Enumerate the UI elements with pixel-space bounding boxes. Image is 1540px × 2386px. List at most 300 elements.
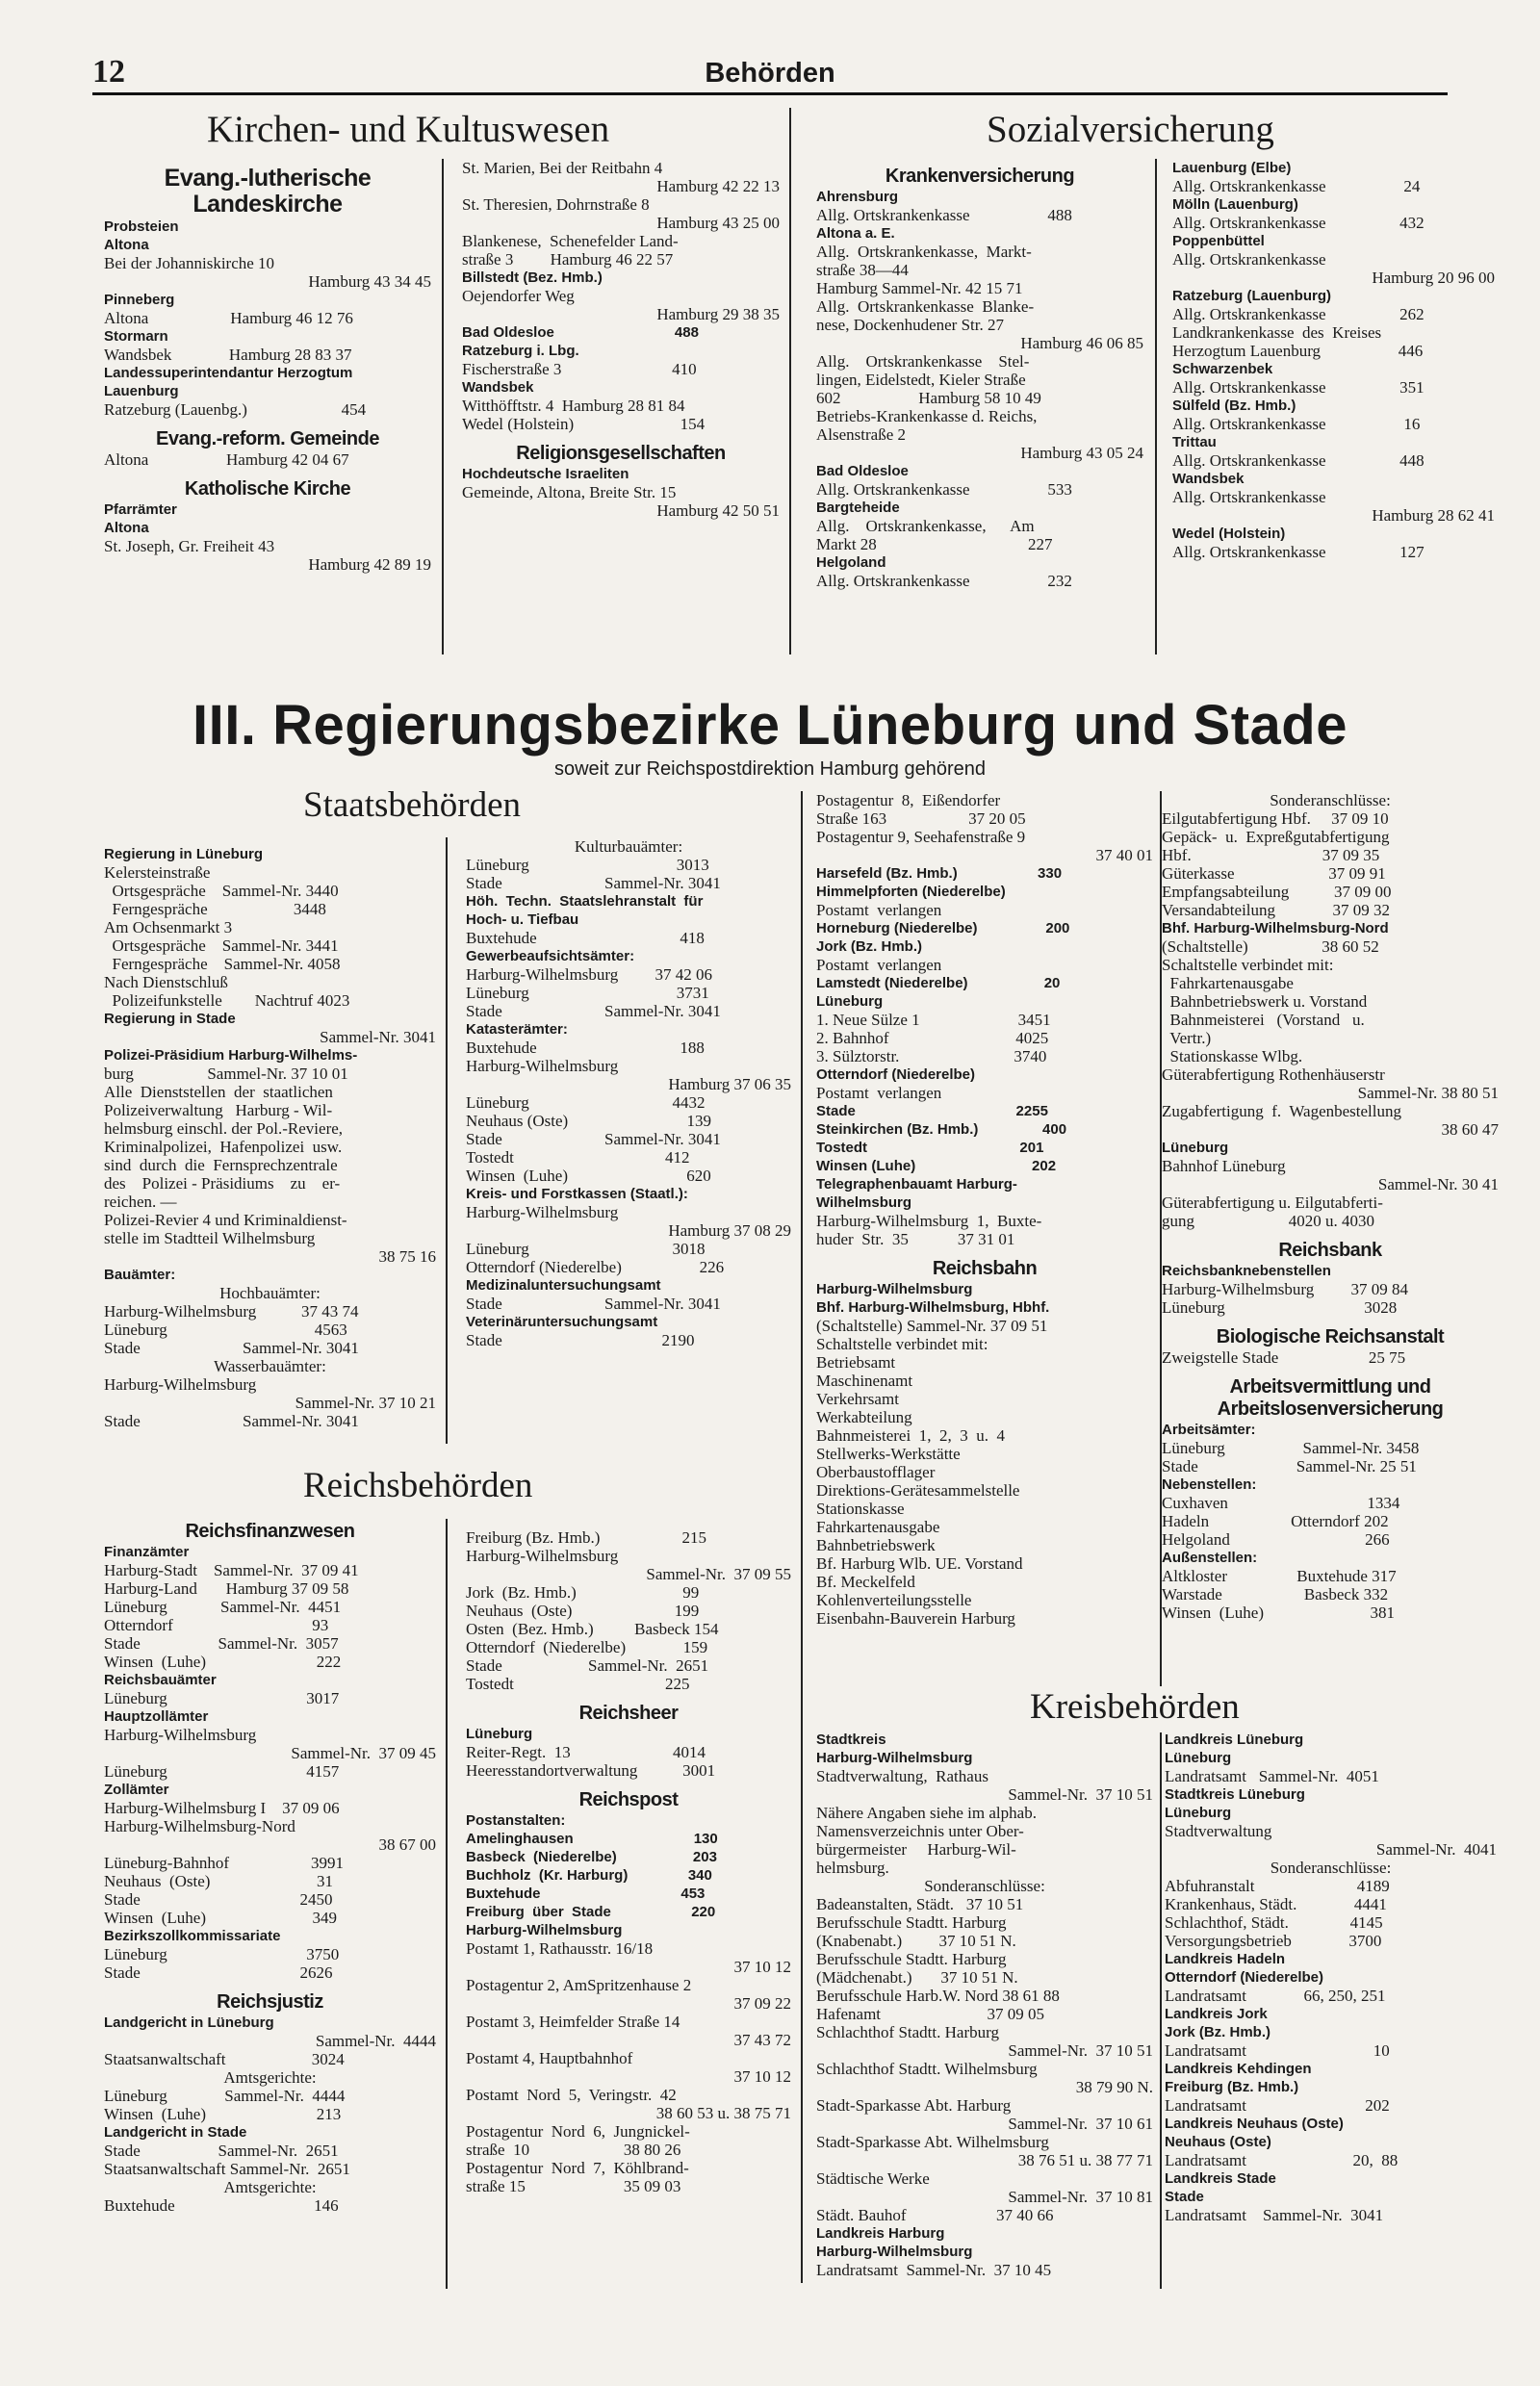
entry-line: nese, Dockenhudener Str. 27 <box>816 316 1004 334</box>
entry-line: Lüneburg Sammel-Nr. 4444 <box>104 2087 346 2105</box>
entry-line: Harburg-Wilhelmsburg I 37 09 06 <box>104 1799 340 1817</box>
entry-line: Stadtkreis Lüneburg <box>1165 1786 1305 1803</box>
entry-line: Hochdeutsche Israeliten <box>462 466 629 482</box>
entry-line: Allg. Ortskrankenkasse <box>1172 250 1326 269</box>
entry-line: Basbeck (Niederelbe) 203 <box>466 1849 717 1865</box>
entry-line: Altona Hamburg 42 04 67 <box>104 450 349 469</box>
entry-line: Bhf. Harburg-Wilhelmsburg-Nord <box>1162 920 1389 936</box>
column-mid-1 <box>816 791 1153 1686</box>
entry-line: (Mädchenabt.) 37 10 51 N. <box>816 1968 1018 1987</box>
entry-line: Bauämter: <box>104 1267 176 1283</box>
entry-line: Harburg-Wilhelmsburg 37 09 84 <box>1162 1280 1409 1298</box>
entry-line: Hamburg 29 38 35 <box>656 305 780 323</box>
section-heading: Religionsgesellschaften <box>516 443 726 464</box>
entry-line: Cuxhaven 1334 <box>1162 1494 1400 1512</box>
entry-line: Polizeifunkstelle Nachtruf 4023 <box>104 991 350 1010</box>
entry-line: Empfangsabteilung 37 09 00 <box>1162 883 1392 901</box>
entry-line: Versorgungsbetrieb 3700 <box>1165 1932 1382 1950</box>
entry-line: Sammel-Nr. 4041 <box>1375 1840 1497 1859</box>
entry-line: Fischerstraße 3 410 <box>462 360 697 378</box>
entry-line: Stade 2255 <box>816 1103 1048 1119</box>
entry-line: bürgermeister Harburg-Wil- <box>816 1840 1016 1859</box>
entry-line: Bf. Harburg Wlb. UE. Vorstand <box>816 1554 1023 1573</box>
entry-line: Hamburg 37 08 29 <box>668 1221 791 1240</box>
entry-line: Trittau <box>1172 434 1217 450</box>
entry-line <box>1162 1230 1499 1240</box>
entry-line: Städtische Werke <box>816 2169 930 2188</box>
entry-line: Zugabfertigung f. Wagenbestellung <box>1162 1102 1401 1120</box>
section-heading: Reichsheer <box>578 1703 679 1724</box>
entry-line: Regierung in Stade <box>104 1011 236 1027</box>
entry-line: Harburg-Wilhelmsburg <box>816 2244 973 2260</box>
entry-line: Güterabfertigung u. Eilgutabferti- <box>1162 1193 1383 1212</box>
entry-line: Sammel-Nr. 37 09 45 <box>291 1744 436 1762</box>
entry-line: des Polizei - Präsidiums zu er- <box>104 1174 341 1193</box>
entry-line: 602 Hamburg 58 10 49 <box>816 389 1041 407</box>
entry-line: Sammel-Nr. 30 41 <box>1377 1175 1499 1193</box>
entry-line: Allg. Ortskrankenkasse 432 <box>1172 214 1424 232</box>
entry-line: Landratsamt Sammel-Nr. 3041 <box>1165 2206 1384 2224</box>
entry-line: Hafenamt 37 09 05 <box>816 2005 1045 2023</box>
entry-line: Hamburg 46 06 85 <box>1020 334 1143 352</box>
entry-line: 37 10 12 <box>733 2067 791 2086</box>
entry-line: Blankenese, Schenefelder Land- <box>462 232 679 250</box>
entry-line: 38 75 16 <box>378 1247 436 1266</box>
entry-line: Lauenburg (Elbe) <box>1172 160 1292 176</box>
entry-line: Stationskasse <box>816 1500 905 1518</box>
column-kreis-2 <box>1165 1731 1497 2289</box>
entry-line: Postagentur 2, AmSpritzenhause 2 <box>466 1976 692 1994</box>
entry-line: Postagentur Nord 7, Köhlbrand- <box>466 2159 689 2177</box>
entry-line: Lüneburg 4432 <box>466 1093 706 1112</box>
entry-line: Altona a. E. <box>816 225 895 242</box>
entry-line: Hamburg Sammel-Nr. 42 15 71 <box>816 279 1023 297</box>
entry-line: Lüneburg 3017 <box>104 1689 340 1707</box>
entry-line: Allg. Ortskrankenkasse 448 <box>1172 451 1424 470</box>
entry-line: gung 4020 u. 4030 <box>1162 1212 1374 1230</box>
heading-reich: Reichsbehörden <box>303 1466 533 1505</box>
entry-line: Bahnbetriebswerk <box>816 1536 936 1554</box>
entry-line: Hochbauämter: <box>219 1284 321 1302</box>
entry-line: Pinneberg <box>104 292 175 308</box>
entry-line: Kohlenverteilungsstelle <box>816 1591 972 1609</box>
entry-line: Neuhaus (Oste) <box>1165 2134 1271 2150</box>
entry-line: Reichsbauämter <box>104 1672 217 1688</box>
entry-line: Stade 2450 <box>104 1890 333 1909</box>
entry-line: Allg. Ortskrankenkasse 488 <box>816 206 1072 224</box>
entry-line: Ortsgespräche Sammel-Nr. 3441 <box>104 936 339 955</box>
entry-line: Witthöfftstr. 4 Hamburg 28 81 84 <box>462 397 685 415</box>
column-rule <box>1160 1732 1162 2289</box>
entry-line: Güterkasse 37 09 91 <box>1162 864 1386 883</box>
entry-line: 38 76 51 u. 38 77 71 <box>1017 2151 1153 2169</box>
entry-line: Stade Sammel-Nr. 3041 <box>466 874 721 892</box>
entry-line: Ortsgespräche Sammel-Nr. 3440 <box>104 882 339 900</box>
entry-line: Altona <box>104 520 149 536</box>
entry-line: straße 3 Hamburg 46 22 57 <box>462 250 674 269</box>
entry-line: Postagentur 9, Seehafenstraße 9 <box>816 828 1026 846</box>
entry-line: Helgoland 266 <box>1162 1530 1390 1549</box>
entry-line: Poppenbüttel <box>1172 233 1265 249</box>
entry-line: Steinkirchen (Bz. Hmb.) 400 <box>816 1121 1067 1138</box>
entry-line: Harburg-Wilhelmsburg 1, Buxte- <box>816 1212 1042 1230</box>
entry-line: Betriebsamt <box>816 1353 896 1372</box>
column-reich-2 <box>466 1528 791 2289</box>
entry-line: Amelinghausen 130 <box>466 1831 718 1847</box>
entry-line: St. Joseph, Gr. Freiheit 43 <box>104 537 275 555</box>
entry-line: Sonderanschlüsse: <box>1270 791 1391 809</box>
entry-line: Lüneburg <box>816 993 884 1010</box>
entry-line: reichen. — <box>104 1193 177 1211</box>
column-rule <box>1155 159 1157 654</box>
entry-line: 37 10 12 <box>733 1958 791 1976</box>
entry-line: Harburg-Wilhelmsburg 37 42 06 <box>466 965 713 984</box>
entry-line: Probsteien <box>104 218 179 235</box>
section-heading: Arbeitslosenversicherung <box>1217 1398 1444 1420</box>
entry-line: 1. Neue Sülze 1 3451 <box>816 1011 1051 1029</box>
entry-line: Tostedt 201 <box>816 1140 1044 1156</box>
entry-line: Winsen (Luhe) 222 <box>104 1653 342 1671</box>
entry-line: Hamburg 43 05 24 <box>1020 444 1143 462</box>
entry-line: Markt 28 227 <box>816 535 1053 553</box>
entry-line: Landkreis Lüneburg <box>1165 1732 1304 1748</box>
entry-line: Buxtehude 146 <box>104 2196 339 2215</box>
entry-line: Landkreis Kehdingen <box>1165 2061 1312 2077</box>
entry-line: Stade Sammel-Nr. 3041 <box>466 1002 721 1020</box>
column-sozial-1 <box>816 166 1143 656</box>
entry-line: Allg. Ortskrankenkasse, Am <box>816 517 1035 535</box>
entry-line: Lüneburg 4563 <box>104 1321 347 1339</box>
heading-sozial: Sozialversicherung <box>987 109 1274 150</box>
entry-line: Altona <box>104 237 149 253</box>
entry-line: Heeresstandortverwaltung 3001 <box>466 1761 716 1780</box>
section-heading: Reichsbahn <box>932 1258 1038 1279</box>
entry-line: helmsburg einschl. der Pol.-Reviere, <box>104 1119 344 1138</box>
entry-line: Hamburg 43 25 00 <box>656 214 780 232</box>
entry-line: Landratsamt Sammel-Nr. 37 10 45 <box>816 2261 1052 2279</box>
entry-line: Ratzeburg (Lauenburg) <box>1172 288 1331 304</box>
entry-line: Wilhelmsburg <box>816 1194 912 1211</box>
entry-line: Otterndorf (Niederelbe) <box>1165 1969 1324 1986</box>
entry-line: Postamt 1, Rathausstr. 16/18 <box>466 1939 654 1958</box>
entry-line: Schaltstelle verbindet mit: <box>816 1335 988 1353</box>
entry-line: Stade Sammel-Nr. 25 51 <box>1162 1457 1417 1475</box>
entry-line: Medizinaluntersuchungsamt <box>466 1277 661 1294</box>
column-staat-2 <box>466 837 791 1444</box>
entry-line: Stadt-Sparkasse Abt. Wilhelmsburg <box>816 2133 1049 2151</box>
entry-line: (Knabenabt.) 37 10 51 N. <box>816 1932 1016 1950</box>
entry-line: Hamburg 37 06 35 <box>668 1075 791 1093</box>
entry-line: Staatsanwaltschaft 3024 <box>104 2050 345 2068</box>
entry-line: Bei der Johanniskirche 10 <box>104 254 275 272</box>
entry-line: Bad Oldesloe 488 <box>462 324 699 341</box>
entry-line: Stade Sammel-Nr. 3057 <box>104 1634 339 1653</box>
entry-line: Postamt verlangen <box>816 956 942 974</box>
entry-line: Hadeln Otterndorf 202 <box>1162 1512 1389 1530</box>
entry-line: Eilgutabfertigung Hbf. 37 09 10 <box>1162 809 1389 828</box>
entry-line: Hamburg 42 22 13 <box>656 177 780 195</box>
entry-line: Schlachthof Stadtt. Wilhelmsburg <box>816 2060 1038 2078</box>
column-kirchen-1 <box>104 166 431 656</box>
entry-line: straße 10 38 80 26 <box>466 2141 681 2159</box>
entry-line: Sammel-Nr. 4444 <box>315 2032 436 2050</box>
entry-line: Winsen (Luhe) 202 <box>816 1158 1057 1174</box>
entry-line: Freiburg (Bz. Hmb.) <box>1165 2079 1299 2095</box>
entry-line: Stationskasse Wlbg. <box>1162 1047 1303 1065</box>
entry-line: Sammel-Nr. 37 10 21 <box>295 1394 436 1412</box>
entry-line: Allg. Ortskrankenkasse Stel- <box>816 352 1030 371</box>
entry-line: Harburg-Stadt Sammel-Nr. 37 09 41 <box>104 1561 359 1579</box>
entry-line: Oejendorfer Weg <box>462 287 575 305</box>
entry-line: Otterndorf (Niederelbe) 159 <box>466 1638 708 1656</box>
entry-line: Versandabteilung 37 09 32 <box>1162 901 1391 919</box>
entry-line <box>466 1693 791 1703</box>
entry-line: Landkreis Neuhaus (Oste) <box>1165 2116 1344 2132</box>
section-heading: Krankenversicherung <box>885 166 1075 187</box>
entry-line: Stade <box>1165 2189 1204 2205</box>
entry-line: 38 67 00 <box>378 1835 436 1854</box>
entry-line: Ferngespräche 3448 <box>104 900 326 918</box>
page-number: 12 <box>92 54 125 90</box>
entry-line: Veterinäruntersuchungsamt <box>466 1314 658 1330</box>
entry-line: Bahnmeisterei 1, 2, 3 u. 4 <box>816 1426 1005 1445</box>
entry-line: Landkreis Jork <box>1165 2006 1268 2022</box>
entry-line: Außenstellen: <box>1162 1550 1258 1566</box>
entry-line: 38 60 47 <box>1441 1120 1499 1139</box>
entry-line: Neuhaus (Oste) 199 <box>466 1602 700 1620</box>
entry-line: Gewerbeaufsichtsämter: <box>466 948 635 964</box>
entry-line: Allg. Ortskrankenkasse 351 <box>1172 378 1424 397</box>
entry-line: Sammel-Nr. 37 10 51 <box>1008 1785 1153 1804</box>
entry-line: Lüneburg <box>1162 1140 1229 1156</box>
entry-line: Bad Oldesloe <box>816 463 909 479</box>
entry-line: Berufsschule Harb.W. Nord 38 61 88 <box>816 1987 1060 2005</box>
entry-line: Reichsbanknebenstellen <box>1162 1263 1331 1279</box>
entry-line: Hamburg 28 62 41 <box>1372 506 1495 525</box>
entry-line: Winsen (Luhe) 213 <box>104 2105 342 2123</box>
entry-line: Tostedt 225 <box>466 1675 690 1693</box>
entry-line: 3. Sülztorstr. 3740 <box>816 1047 1047 1065</box>
column-rule <box>801 791 803 2283</box>
entry-line: Allg. Ortskrankenkasse 232 <box>816 572 1072 590</box>
entry-line: burg Sammel-Nr. 37 10 01 <box>104 1065 348 1083</box>
entry-line: Stade Sammel-Nr. 2651 <box>466 1656 709 1675</box>
entry-line: Buchholz (Kr. Harburg) 340 <box>466 1867 712 1884</box>
entry-line: Horneburg (Niederelbe) 200 <box>816 920 1070 936</box>
entry-line: Bargteheide <box>816 500 900 516</box>
entry-line: Lüneburg 4157 <box>104 1762 340 1781</box>
entry-line: Postamt Nord 5, Veringstr. 42 <box>466 2086 677 2104</box>
entry-line: Lüneburg <box>466 1726 533 1742</box>
entry-line: Landratsamt 10 <box>1165 2041 1390 2060</box>
entry-line: straße 38—44 <box>816 261 909 279</box>
entry-line: Abfuhranstalt 4189 <box>1165 1877 1390 1895</box>
entry-line <box>104 469 431 478</box>
entry-line: Harburg-Wilhelmsburg <box>104 1375 257 1394</box>
entry-line: Zweigstelle Stade 25 75 <box>1162 1348 1406 1367</box>
entry-line: Krankenhaus, Städt. 4441 <box>1165 1895 1387 1913</box>
entry-line: Freiburg (Bz. Hmb.) 215 <box>466 1528 706 1547</box>
entry-line: Schaltstelle verbindet mit: <box>1162 956 1334 974</box>
entry-line: Lüneburg 3013 <box>466 856 709 874</box>
column-rule <box>446 1519 448 2289</box>
entry-line: Lüneburg Sammel-Nr. 3458 <box>1162 1439 1420 1457</box>
entry-line: Hauptzollämter <box>104 1708 209 1725</box>
entry-line: Billstedt (Bez. Hmb.) <box>462 269 603 286</box>
entry-line: Landkrankenkasse des Kreises <box>1172 323 1382 342</box>
entry-line: Straße 163 37 20 05 <box>816 809 1026 828</box>
entry-line: Ratzeburg (Lauenbg.) 454 <box>104 400 367 419</box>
entry-line: Lauenburg <box>104 383 179 399</box>
entry-line: Regierung in Lüneburg <box>104 846 263 862</box>
entry-line: Sammel-Nr. 38 80 51 <box>1357 1084 1499 1102</box>
entry-line: Bezirkszollkommissariate <box>104 1928 281 1944</box>
entry-line: Winsen (Luhe) 381 <box>1162 1603 1396 1622</box>
entry-line: Stellwerks-Werkstätte <box>816 1445 961 1463</box>
entry-line: (Schaltstelle) 38 60 52 <box>1162 937 1379 956</box>
entry-line: Jork (Bz. Hmb.) <box>1165 2024 1271 2040</box>
entry-line: Sammel-Nr. 3041 <box>320 1028 436 1046</box>
entry-line: Altkloster Buxtehude 317 <box>1162 1567 1397 1585</box>
entry-line: Höh. Techn. Staatslehranstalt für <box>466 893 704 910</box>
entry-line <box>466 1780 791 1789</box>
entry-line: Postamt verlangen <box>816 1084 942 1102</box>
entry-line: Bahnbetriebswerk u. Vorstand <box>1162 992 1368 1011</box>
entry-line: lingen, Eidelstedt, Kieler Straße <box>816 371 1026 389</box>
entry-line: Alsenstraße 2 <box>816 425 907 444</box>
entry-line: Gepäck- u. Expreßgutabfertigung <box>1162 828 1390 846</box>
entry-line: Oberbaustofflager <box>816 1463 936 1481</box>
entry-line: Nebenstellen: <box>1162 1476 1257 1493</box>
region-subtitle: soweit zur Reichspostdirektion Hamburg gehörend <box>553 758 986 780</box>
entry-line: Allg. Ortskrankenkasse <box>1172 488 1326 506</box>
entry-line: Zollämter <box>104 1782 169 1798</box>
entry-line <box>816 1248 1153 1258</box>
section-heading: Reichsbank <box>1278 1240 1382 1261</box>
entry-line: Sülfeld (Bz. Hmb.) <box>1172 398 1296 414</box>
entry-line: Sammel-Nr. 37 09 55 <box>646 1565 791 1583</box>
entry-line: sind durch die Fernsprechzentrale <box>104 1156 338 1174</box>
entry-line: Allg. Ortskrankenkasse 16 <box>1172 415 1421 433</box>
entry-line: Kulturbauämter: <box>574 837 683 856</box>
entry-line: Schwarzenbek <box>1172 361 1273 377</box>
entry-line: Buxtehude 188 <box>466 1039 705 1057</box>
entry-line: Fahrkartenausgabe <box>816 1518 940 1536</box>
entry-line: Landgericht in Stade <box>104 2124 247 2141</box>
entry-line: Vertr.) <box>1162 1029 1212 1047</box>
entry-line: Wandsbek <box>462 379 534 396</box>
entry-line: Buxtehude 453 <box>466 1886 706 1902</box>
column-sozial-2 <box>1172 159 1495 650</box>
entry-line: Lüneburg 3731 <box>466 984 709 1002</box>
entry-line: Landratsamt Sammel-Nr. 4051 <box>1165 1767 1379 1785</box>
entry-line: Landkreis Stade <box>1165 2170 1276 2187</box>
entry-line: Polizei-Präsidium Harburg-Wilhelms- <box>104 1047 358 1064</box>
entry-line: Stade 2626 <box>104 1963 333 1982</box>
entry-line: Nach Dienstschluß <box>104 973 228 991</box>
entry-line: Stade Sammel-Nr. 3041 <box>466 1130 721 1148</box>
entry-line: Hamburg 42 50 51 <box>656 501 780 520</box>
entry-line: Verkehrsamt <box>816 1390 899 1408</box>
entry-line: Betriebs-Krankenkasse d. Reichs, <box>816 407 1038 425</box>
entry-line: Sonderanschlüsse: <box>924 1877 1045 1895</box>
column-mid-2 <box>1162 791 1499 1686</box>
entry-line: Reiter-Regt. 13 4014 <box>466 1743 706 1761</box>
entry-line: 37 09 22 <box>733 1994 791 2013</box>
entry-line: Wasserbauämter: <box>214 1357 326 1375</box>
entry-line: Sammel-Nr. 37 10 61 <box>1008 2115 1153 2133</box>
entry-line: Landratsamt 66, 250, 251 <box>1165 1987 1386 2005</box>
entry-line: Namensverzeichnis unter Ober- <box>816 1822 1024 1840</box>
entry-line: Lüneburg <box>1165 1805 1232 1821</box>
entry-line: Wedel (Holstein) <box>1172 526 1286 542</box>
entry-line: 38 60 53 u. 38 75 71 <box>655 2104 791 2122</box>
column-rule <box>789 108 791 654</box>
entry-line: Eisenbahn-Bauverein Harburg <box>816 1609 1015 1628</box>
column-kirchen-2 <box>462 159 780 650</box>
column-kreis-1 <box>816 1731 1153 2289</box>
entry-line: Kriminalpolizei, Hafenpolizei usw. <box>104 1138 343 1156</box>
entry-line: Berufsschule Stadtt. Harburg <box>816 1950 1007 1968</box>
entry-line: Harsefeld (Bz. Hmb.) 330 <box>816 865 1063 882</box>
entry-line: Berufsschule Stadtt. Harburg <box>816 1913 1007 1932</box>
entry-line: Landratsamt 20, 88 <box>1165 2151 1399 2169</box>
section-heading: Arbeitsvermittlung und <box>1229 1376 1431 1398</box>
section-heading: Evang.-reform. Gemeinde <box>156 428 379 449</box>
entry-line: Hamburg 43 34 45 <box>308 272 431 291</box>
entry-line: Tostedt 412 <box>466 1148 690 1167</box>
entry-line: Bhf. Harburg-Wilhelmsburg, Hbhf. <box>816 1299 1050 1316</box>
entry-line: Polizei-Revier 4 und Kriminaldienst- <box>104 1211 347 1229</box>
entry-line: Otterndorf (Niederelbe) 226 <box>466 1258 725 1276</box>
entry-line: Jork (Bz. Hmb.) 99 <box>466 1583 700 1602</box>
entry-line: Stadtverwaltung, Rathaus <box>816 1767 988 1785</box>
section-heading: Reichspost <box>578 1789 679 1810</box>
entry-line: 37 40 01 <box>1095 846 1153 864</box>
entry-line: Stormarn <box>104 328 168 345</box>
entry-line: Kreis- und Forstkassen (Staatl.): <box>466 1186 688 1202</box>
entry-line: 37 43 72 <box>733 2031 791 2049</box>
entry-line: Warstade Basbeck 332 <box>1162 1585 1389 1603</box>
entry-line <box>1162 1367 1499 1376</box>
entry-line: Wandsbek <box>1172 471 1245 487</box>
heading-staat: Staatsbehörden <box>303 785 522 825</box>
section-heading: Katholische Kirche <box>184 478 351 500</box>
entry-line: Hbf. 37 09 35 <box>1162 846 1380 864</box>
entry-line: Stade Sammel-Nr. 3041 <box>104 1339 359 1357</box>
entry-line: Sammel-Nr. 37 10 81 <box>1008 2188 1153 2206</box>
entry-line: Kelersteinstraße <box>104 863 211 882</box>
section-heading: Landeskirche <box>192 192 343 218</box>
entry-line: Direktions-Gerätesammelstelle <box>816 1481 1020 1500</box>
entry-line: Alle Dienststellen der staatlichen <box>104 1083 333 1101</box>
entry-line: Allg. Ortskrankenkasse 24 <box>1172 177 1421 195</box>
entry-line: Amtsgerichte: <box>223 2068 317 2087</box>
page-header <box>92 54 1448 95</box>
entry-line: Postanstalten: <box>466 1812 566 1829</box>
entry-line: Harburg-Wilhelmsburg <box>466 1922 623 1938</box>
section-heading: Biologische Reichsanstalt <box>1216 1326 1445 1347</box>
entry-line: Ratzeburg i. Lbg. <box>462 343 579 359</box>
entry-line: Landkreis Hadeln <box>1165 1951 1286 1967</box>
entry-line: Sonderanschlüsse: <box>1270 1859 1392 1877</box>
column-reich-1 <box>104 1521 436 2286</box>
entry-line: Finanzämter <box>104 1544 190 1560</box>
entry-line: Badeanstalten, Städt. 37 10 51 <box>816 1895 1024 1913</box>
entry-line: Arbeitsämter: <box>1162 1422 1256 1438</box>
entry-line: Wedel (Holstein) 154 <box>462 415 706 433</box>
entry-line: Hamburg 42 89 19 <box>308 555 431 574</box>
